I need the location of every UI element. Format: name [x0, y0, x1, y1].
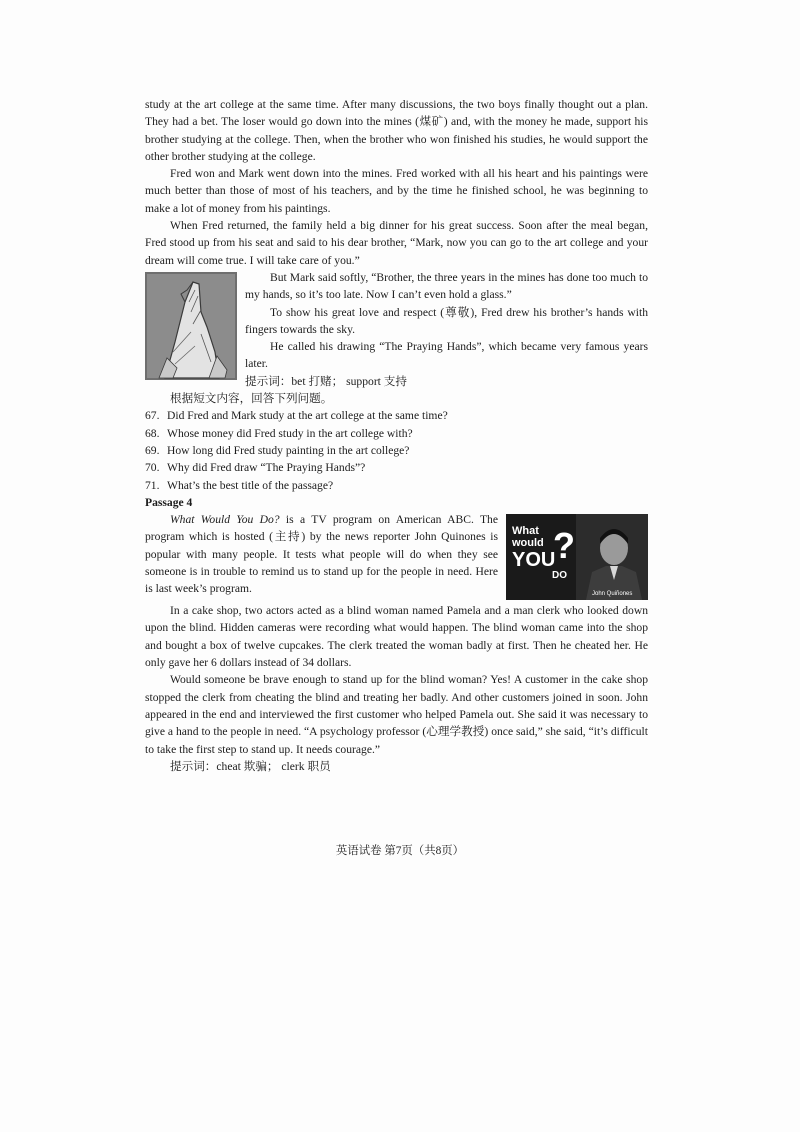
logo-text-would: would: [512, 537, 544, 550]
logo-text-you: YOU: [512, 549, 556, 572]
passage3-paragraph-3: When Fred returned, the family held a big dinner for his great success. Soon after the meal began, Fred stood up from his seat and said to his dear brother, “Mark, now you can go to the art college and your dream will come true. I will take care of you.”: [145, 219, 648, 267]
passage4-paragraph-2: In a cake shop, two actors acted as a blind woman named Pamela and a man clerk who looked down upon the blind. Hidden cameras were recording what would happen. The blind woman came into the shop and bought a box of twelve cupcakes. The clerk treated the woman badly at first. Then he cheated her. He only gave her 6 dollars instead of 34 dollars.: [145, 604, 648, 670]
logo-text-do: DO: [552, 570, 567, 582]
question-68: 68. Whose money did Fred study in the art college with?: [145, 426, 413, 440]
question-69: 69. How long did Fred study painting in the art college?: [145, 443, 410, 457]
passage4-hint: 提示词：cheat 欺骗； clerk 职员: [170, 759, 331, 773]
logo-text-what: What: [512, 525, 539, 538]
passage3-paragraph-1: study at the art college at the same time. After many discussions, the two boys finally thought out a plan. They had a bet. The loser would go down into the mines (煤矿) and, with the money he made, support his brother studying at the college. Then, when the brother who won finished his studies, he would support the other brother studying at the college.: [145, 98, 648, 163]
question-mark-icon: ?: [553, 525, 575, 567]
question-71: 71. What’s the best title of the passage?: [145, 478, 334, 492]
passage4-paragraph-1: What Would You Do? is a TV program on American ABC. The program which is hosted (主持) by the news reporter John Quinones is popular with many people. It tests what people will do when they see someone is in trouble to remind us to stand up for the people in need. Here is last week’s program.: [145, 513, 498, 596]
passage4-title: Passage 4: [145, 495, 193, 509]
page-footer: 英语试卷 第7页（共8页）: [335, 845, 465, 857]
question-70: 70. Why did Fred draw “The Praying Hands”?: [145, 461, 366, 475]
what-would-you-do-image: [506, 514, 648, 600]
image-caption: John Quiñones: [592, 591, 633, 598]
passage3-paragraph-5: To show his great love and respect (尊敬), Fred drew his brother’s hands with fingers towards the sky.: [245, 305, 648, 336]
question-67: 67. Did Fred and Mark study at the art college at the same time?: [145, 409, 448, 423]
passage3-paragraph-2: Fred won and Mark went down into the mines. Fred worked with all his heart and his paintings were much better than those of most of his teachers, and by the time he finished school, he was beginning to make a lot of money from his paintings.: [145, 167, 648, 215]
passage3-paragraph-6: He called his drawing “The Praying Hands”, which became very famous years later.: [245, 340, 648, 371]
program-name: What Would You Do?: [170, 513, 280, 527]
page-content: [145, 96, 648, 775]
passage4-paragraph-3: Would someone be brave enough to stand up for the blind woman? Yes! A customer in the cake shop stopped the clerk from cheating the blind and treating her badly. And other customers joined in soon. John appeared in the end and interviewed the first customer who helped Pamela out. She said it was necessary to give a hand to the people in need. “A psychology professor (心理学教授) once said,” she said, “it’s difficult to take the first step to stand up. It needs courage.”: [145, 673, 648, 756]
passage3-paragraph-4: But Mark said softly, “Brother, the three years in the mines has done too much to my hands, so it’s too late. Now I can’t even hold a glass.”: [245, 270, 648, 302]
passage3-instruction: 根据短文内容，回答下列问题。: [170, 392, 333, 406]
passage3-hint: 提示词：bet 打赌； support 支持: [245, 374, 407, 388]
question-list: [145, 407, 648, 493]
praying-hands-image: [145, 272, 237, 380]
